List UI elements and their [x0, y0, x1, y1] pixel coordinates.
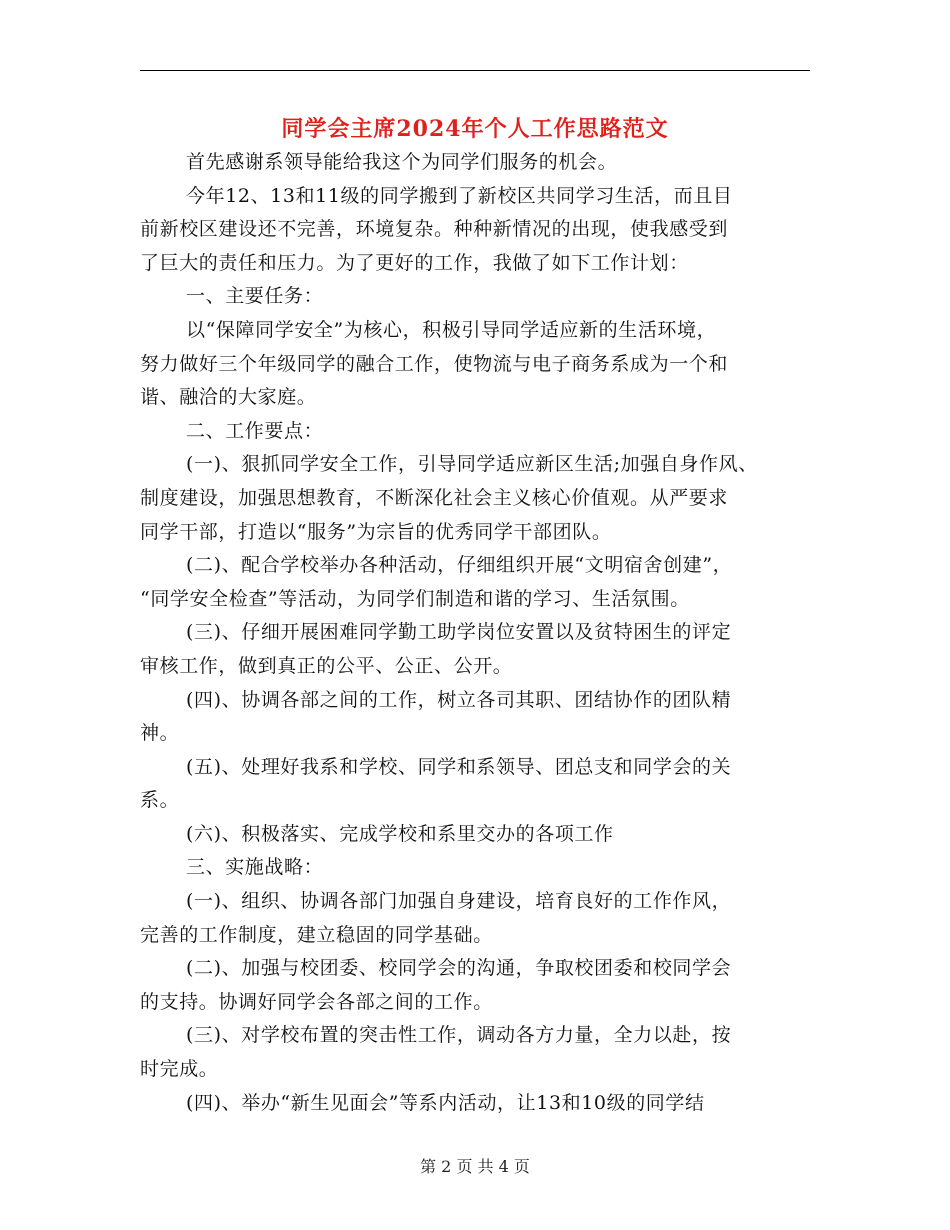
text-line: 制度建设，加强思想教育，不断深化社会主义核心价值观。从严要求	[140, 486, 729, 509]
text-line: (五)、处理好我系和学校、同学和系领导、团总支和同学会的关	[186, 755, 732, 778]
text-line: (三)、对学校布置的突击性工作，调动各方力量，全力以赴，按	[186, 1024, 732, 1047]
text-line: (二)、配合学校举办各种活动，仔细组织开展“文明宿舍创建”，	[186, 554, 733, 577]
text-line: 努力做好三个年级同学的融合工作，使物流与电子商务系成为一个和	[140, 352, 729, 375]
text-line: 三、实施战略：	[186, 856, 324, 879]
text-line: 前新校区建设还不完善，环境复杂。种种新情况的出现，使我感受到	[140, 218, 729, 241]
text-line: 谐、融洽的大家庭。	[140, 386, 317, 409]
text-line: (六)、积极落实、完成学校和系里交办的各项工作	[186, 822, 614, 845]
text-line: 完善的工作制度，建立稳固的同学基础。	[140, 923, 493, 946]
text-line: (一)、组织、协调各部门加强自身建设，培育良好的工作作风，	[186, 890, 732, 913]
text-line: 今年12、13和11级的同学搬到了新校区共同学习生活，而且目	[186, 184, 733, 207]
text-line: (三)、仔细开展困难同学勤工助学岗位安置以及贫特困生的评定	[186, 621, 732, 644]
text-line: 以“保障同学安全”为核心，积极引导同学适应新的生活环境，	[186, 318, 717, 341]
text-line: (四)、协调各部之间的工作，树立各司其职、团结协作的团队精	[186, 688, 732, 711]
text-line: 系。	[140, 789, 180, 812]
text-line: 同学干部，打造以“服务”为宗旨的优秀同学干部团队。	[140, 520, 612, 543]
text-line: (四)、举办“新生见面会”等系内活动，让13和10级的同学结	[186, 1091, 705, 1114]
document-title: 同学会主席2024年个人工作思路范文	[281, 116, 669, 142]
text-line: (一)、狠抓同学安全工作，引导同学适应新区生活;加强自身作风、	[186, 453, 758, 476]
text-line: 的支持。协调好同学会各部之间的工作。	[140, 990, 493, 1013]
text-line: 二、工作要点：	[186, 419, 324, 442]
text-line: 神。	[140, 722, 180, 745]
text-line: 首先感谢系领导能给我这个为同学们服务的机会。	[186, 151, 618, 173]
text-line: 审核工作，做到真正的公平、公正、公开。	[140, 654, 513, 677]
document-body	[140, 146, 815, 1120]
page-footer: 第 2 页 共 4 页	[420, 1157, 530, 1176]
header-rule	[140, 70, 810, 71]
text-line: 时完成。	[140, 1058, 219, 1081]
text-line: 一、主要任务：	[186, 285, 324, 308]
text-line: 了巨大的责任和压力。为了更好的工作，我做了如下工作计划：	[140, 251, 689, 274]
text-line: “同学安全检查”等活动，为同学们制造和谐的学习、生活氛围。	[140, 587, 690, 610]
text-line: (二)、加强与校团委、校同学会的沟通，争取校团委和校同学会	[186, 957, 732, 980]
